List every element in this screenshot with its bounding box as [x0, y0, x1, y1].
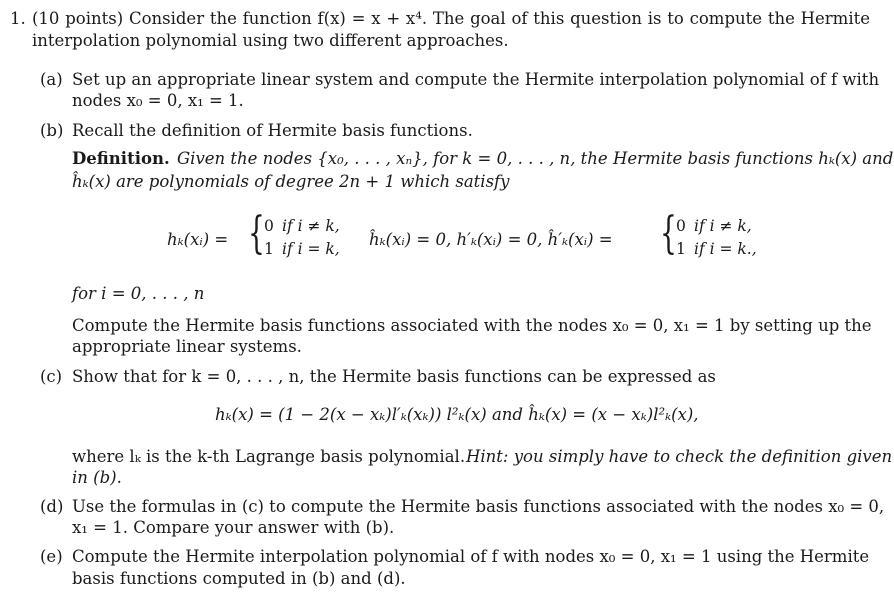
part-c-where-line1: where lₖ is the k-th Lagrange basis polynomial. — [72, 447, 466, 466]
part-c-line1: Show that for k = 0, . . . , n, the Hermite basis functions can be expressed as — [72, 367, 716, 386]
part-c-where-line2: in (b). — [72, 468, 122, 487]
problem-number: 1. — [10, 9, 26, 28]
part-b-compute-line2: appropriate linear systems. — [72, 337, 302, 356]
left-brace-1: { — [248, 208, 265, 259]
definition-title: Definition. — [72, 149, 170, 168]
case2-value: 1 — [264, 240, 274, 258]
left-brace-2: { — [660, 208, 677, 259]
problem-intro-line2: interpolation polynomial using two different approaches. — [32, 31, 509, 50]
part-b-line1: Recall the definition of Hermite basis functions. — [72, 121, 473, 140]
part-a-line1: Set up an appropriate linear system and compute the Hermite interpolation polynomial of f with — [72, 70, 880, 89]
problem-intro-line1: (10 points) Consider the function f(x) = x + x⁴. The goal of this question is to compute the Hermite — [32, 9, 870, 28]
case4-value: 1 — [676, 240, 686, 258]
part-d-label: (d) — [40, 497, 64, 516]
part-d-line2: x₁ = 1. Compare your answer with (b). — [72, 518, 395, 537]
part-e-label: (e) — [40, 547, 63, 566]
part-c-hint: Hint: you simply have to check the definition given — [466, 447, 893, 466]
part-e-line2: basis functions computed in (b) and (d). — [72, 569, 406, 588]
eq-h-lhs: hₖ(xᵢ) = — [167, 230, 229, 249]
part-a-line2: nodes x₀ = 0, x₁ = 1. — [72, 91, 244, 110]
case3-condition: if i ≠ k, — [694, 217, 752, 235]
part-e-line1: Compute the Hermite interpolation polynomial of f with nodes x₀ = 0, x₁ = 1 using the Hermite — [72, 547, 870, 566]
definition-line1: Given the nodes {x₀, . . . , xₙ}, for k = 0, . . . , n, the Hermite basis functions hₖ(x) and — [177, 149, 894, 168]
case4-condition: if i = k., — [694, 240, 757, 258]
part-a-label: (a) — [40, 70, 63, 89]
part-d-line1: Use the formulas in (c) to compute the Hermite basis functions associated with the nodes x₀ = 0, — [72, 497, 885, 516]
definition-for-line: for i = 0, . . . , n — [72, 284, 205, 303]
case3-value: 0 — [676, 217, 686, 235]
part-b-label: (b) — [40, 121, 64, 140]
case1-value: 0 — [264, 217, 274, 235]
part-c-label: (c) — [40, 367, 63, 386]
definition-line2: ĥₖ(x) are polynomials of degree 2n + 1 which satisfy — [72, 172, 510, 191]
part-b-compute-line1: Compute the Hermite basis functions associated with the nodes x₀ = 0, x₁ = 1 by setting up the — [72, 316, 872, 335]
part-c-formula: hₖ(x) = (1 − 2(x − xₖ)l′ₖ(xₖ)) l²ₖ(x) and ĥₖ(x) = (x − xₖ)l²ₖ(x), — [215, 405, 699, 424]
eq-middle: ĥₖ(xᵢ) = 0, h′ₖ(xᵢ) = 0, ĥ′ₖ(xᵢ) = — [369, 230, 613, 249]
case1-condition: if i ≠ k, — [282, 217, 340, 235]
case2-condition: if i = k, — [282, 240, 340, 258]
